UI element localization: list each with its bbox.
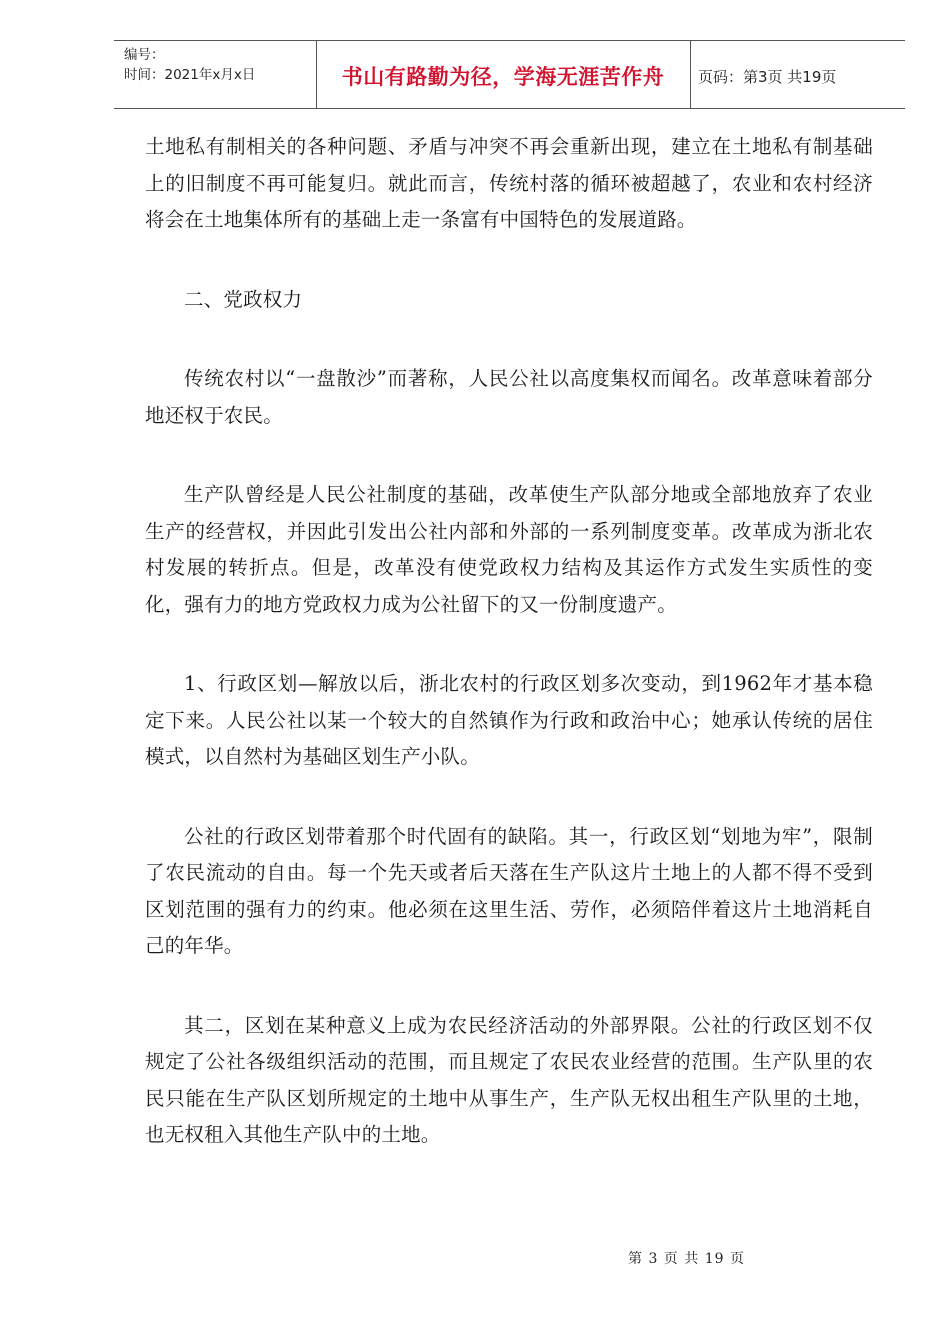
document-number-label: 编号： xyxy=(124,47,165,63)
paragraph: 生产队曾经是人民公社制度的基础，改革使生产队部分地或全部地放弃了农业生产的经营权，并因此引发出公社内部和外部的一系列制度变革。改革成为浙北农村发展的转折点。但是，改革没有使党政权力结构及其运作方式发生实质性的变化，强有力的地方党政权力成为公社留下的又一份制度遗产。 xyxy=(145,483,873,616)
paragraph: 传统农村以“一盘散沙”而著称，人民公社以高度集权而闻名。改革意味着部分地还权于农民。 xyxy=(145,367,873,427)
page-header xyxy=(114,40,905,109)
header-page-cell xyxy=(690,41,905,108)
paragraph: 公社的行政区划带着那个时代固有的缺陷。其一，行政区划“划地为牢”，限制了农民流动的自由。每一个先天或者后天落在生产队这片土地上的人都不得不受到区划范围的强有力的约束。他必须在这里生活、劳作，必须陪伴着这片土地消耗自己的年华。 xyxy=(145,824,873,957)
document-body xyxy=(145,129,873,1154)
paragraph: 1、行政区划—解放以后，浙北农村的行政区划多次变动，到1962年才基本稳定下来。人民公社以某一个较大的自然镇作为行政和政治中心；她承认传统的居住模式，以自然村为基础区划生产小队。 xyxy=(145,672,873,768)
paragraph-continuation: 土地私有制相关的各种问题、矛盾与冲突不再会重新出现，建立在土地私有制基础上的旧制度不再可能复归。就此而言，传统村落的循环被超越了，农业和农村经济将会在土地集体所有的基础上走一条富有中国特色的发展道路。 xyxy=(145,135,873,231)
header-motto: 书山有路勤为径，学海无涯苦作舟 xyxy=(341,64,665,89)
paragraph: 其二，区划在某种意义上成为农民经济活动的外部界限。公社的行政区划不仅规定了公社各级组织活动的范围，而且规定了农民农业经营的范围。生产队里的农民只能在生产队区划所规定的土地中从事生产，生产队无权出租生产队里的土地，也无权租入其他生产队中的土地。 xyxy=(145,1013,873,1146)
document-time-label: 时间：2021年x月x日 xyxy=(124,67,256,83)
header-motto-cell xyxy=(316,41,691,108)
header-meta-cell xyxy=(114,41,317,108)
section-heading: 二、党政权力 xyxy=(184,287,303,311)
header-page-number: 页码：第3页 共19页 xyxy=(698,68,837,86)
page-footer: 第 3 页 共 19 页 xyxy=(628,1251,745,1267)
